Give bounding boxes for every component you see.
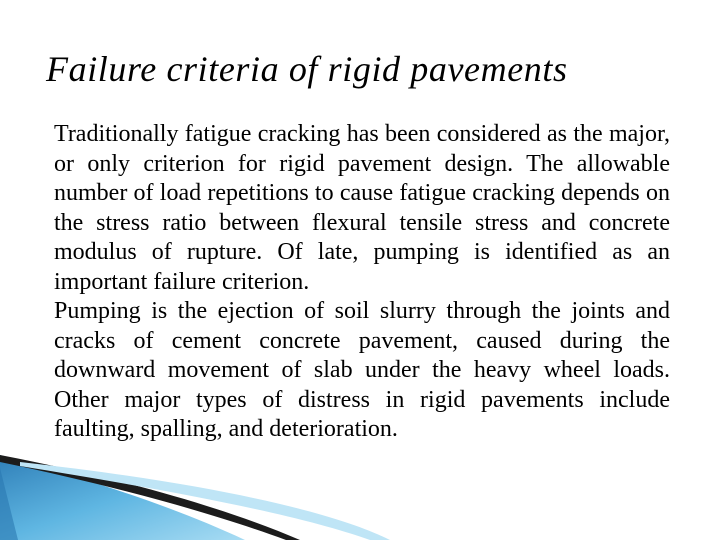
paragraph-fatigue-cracking: Traditionally fatigue cracking has been considered as the major, or only criterion for rigid pavement design. The allowable number of load repetitions to cause fatigue cracking depends on the stress ratio between flexural tensile stress and concrete modulus of rupture. Of late, pumping is identified as an important failure criterion. [54,121,670,295]
slide-body [54,120,670,445]
slide-title: Failure criteria of rigid pavements [46,49,568,89]
paragraph-pumping: Pumping is the ejection of soil slurry through the joints and cracks of cement concrete pavement, caused during the downward movement of slab under the heavy wheel loads. Other major types of distress in rigid pavements include faulting, spalling, and deterioration. [54,298,670,442]
